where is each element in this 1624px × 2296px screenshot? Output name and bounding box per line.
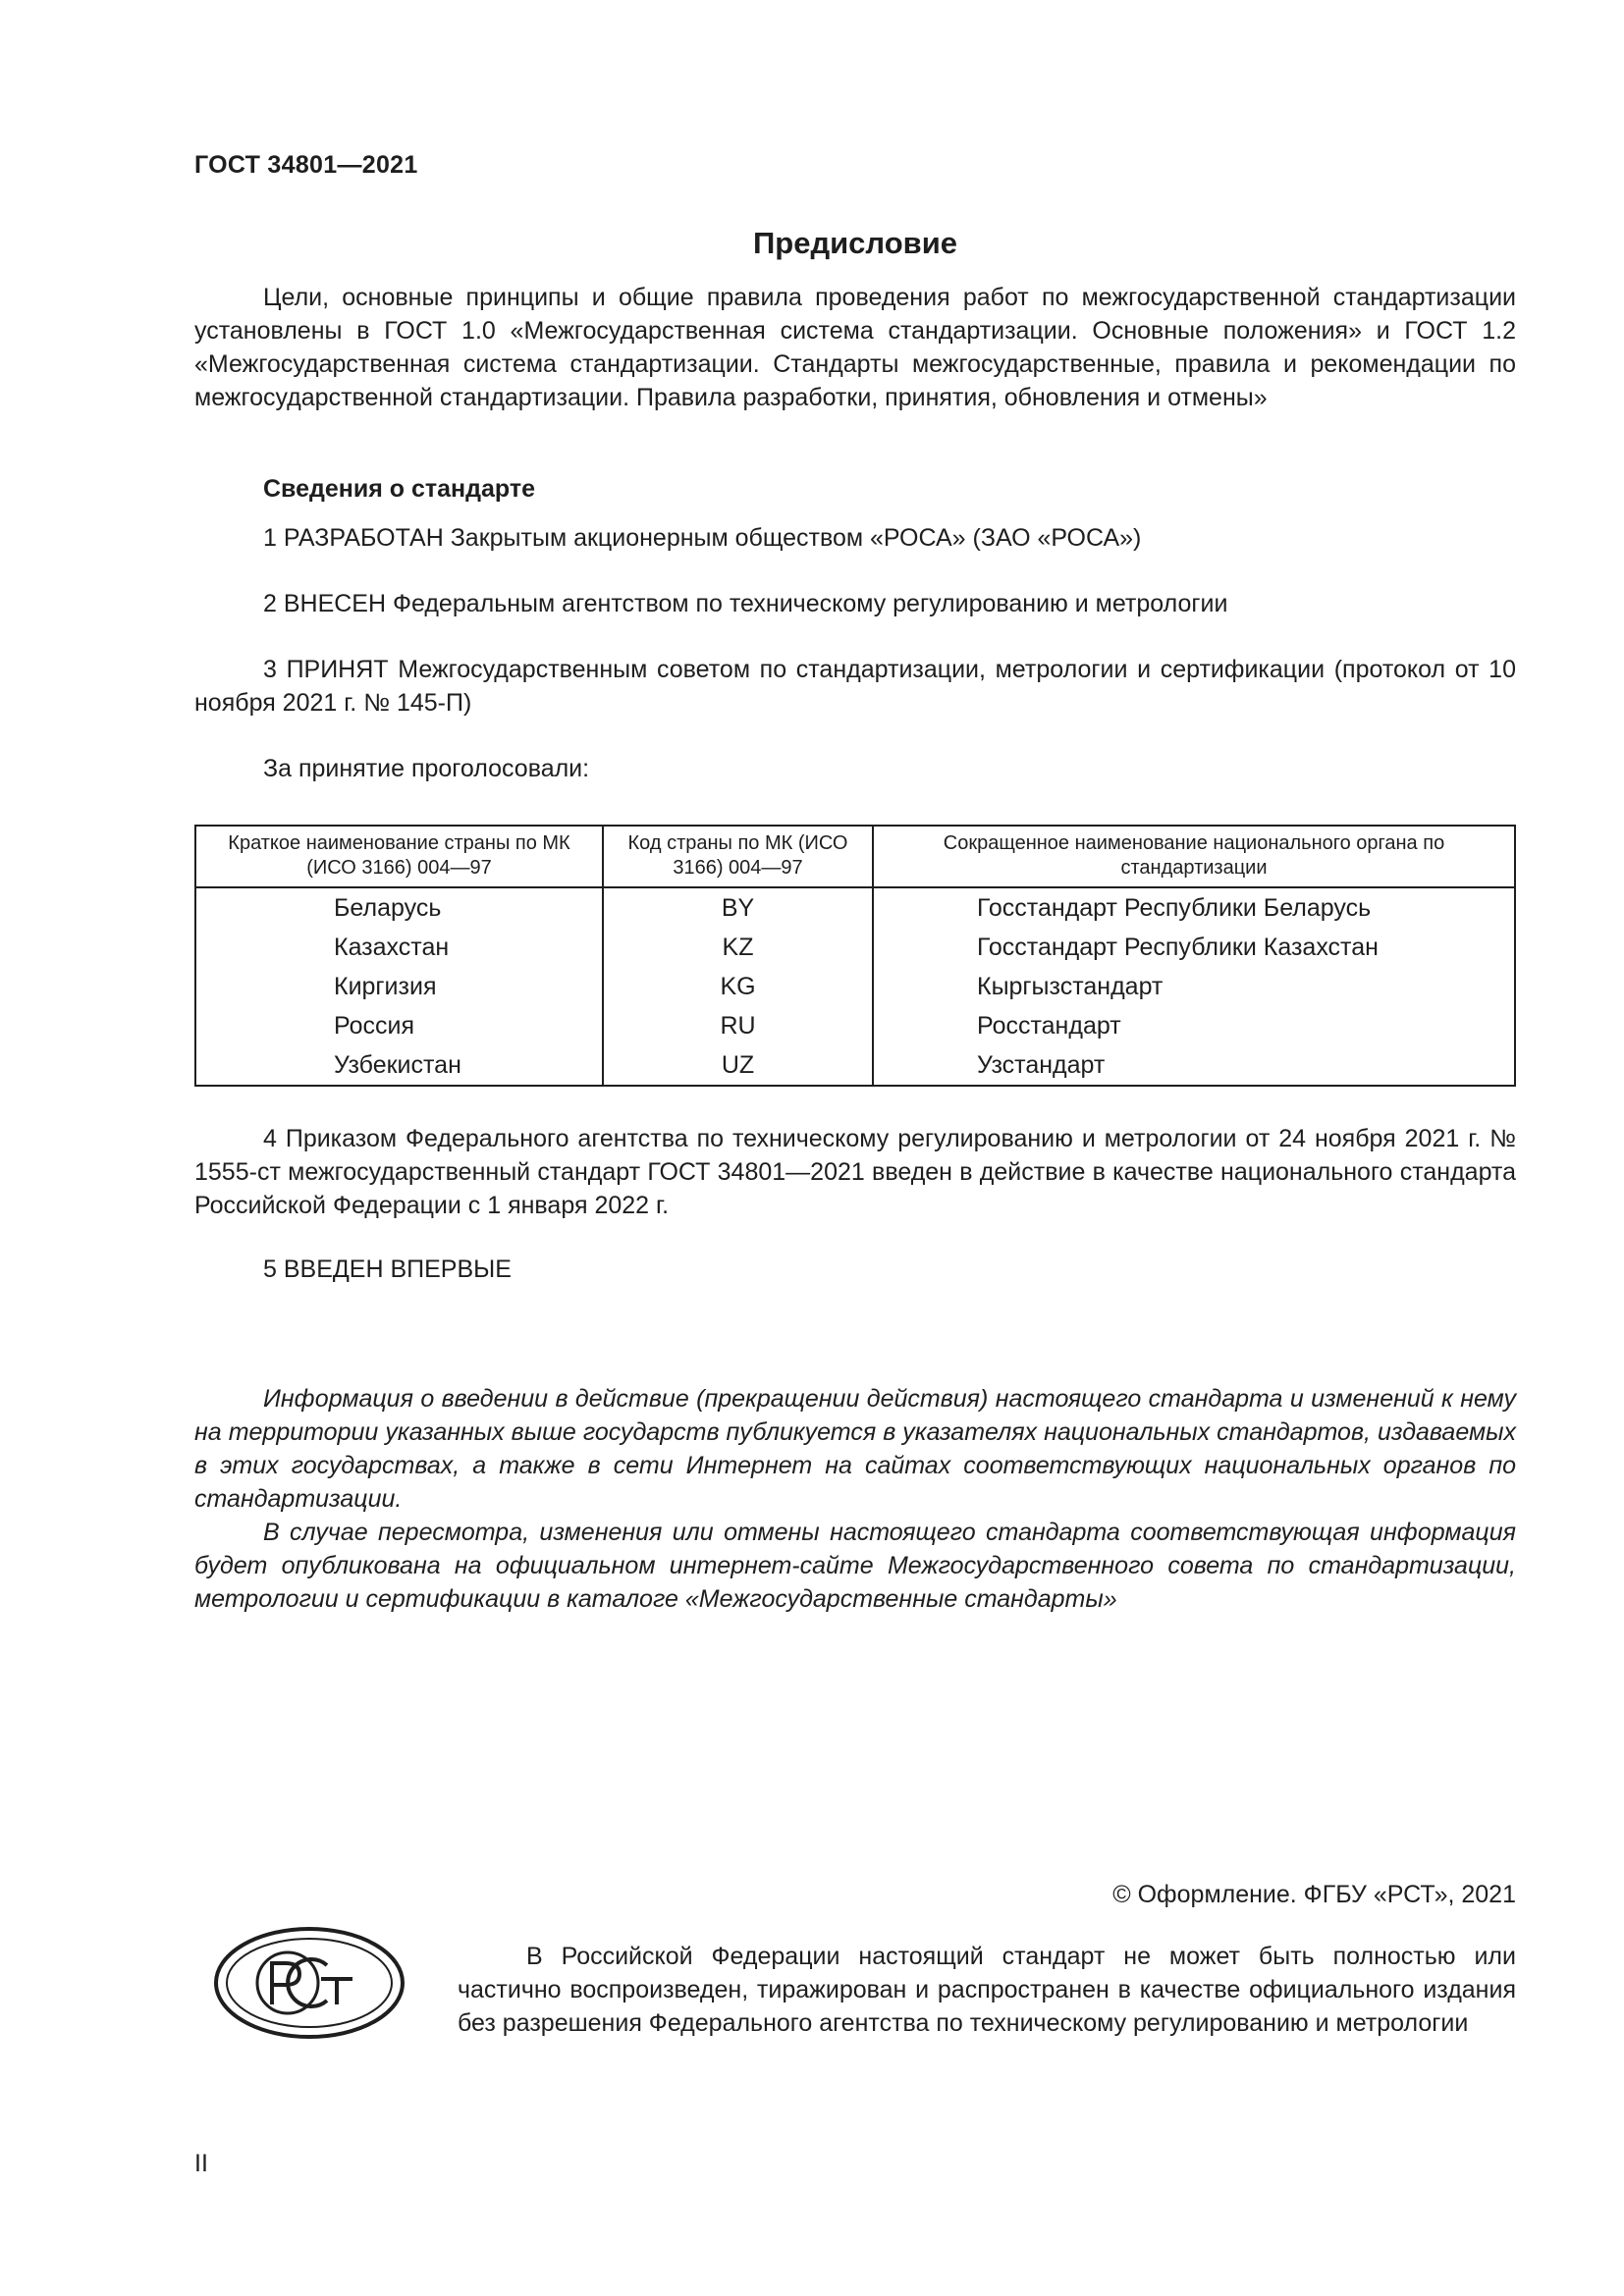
table-row	[195, 967, 1515, 1006]
pct-certification-mark-icon	[211, 1924, 407, 2042]
page-number: II	[194, 2150, 208, 2177]
country-name: Россия	[334, 1011, 414, 1040]
item-adopted-by: 3 ПРИНЯТ Межгосударственным советом по стандартизации, метрологии и сертификации (протокол от 10 ноября 2021 г. № 145-П)	[194, 656, 1516, 717]
notice-paragraph-info: Информация о введении в действие (прекращении действия) настоящего стандарта и изменений к нему на территории указанных выше государств публикуется в указателях национальных стандартов, издаваемых в этих государствах, а также в сети Интернет на сайтах соответствующих национальных органов по стандартизации.	[194, 1385, 1516, 1513]
foreword-intro: Цели, основные принципы и общие правила проведения работ по межгосударственной стандартизации установлены в ГОСТ 1.0 «Межгосударственная система стандартизации. Основные положения» и ГОСТ 1.2 «Межгосударственная система стандартизации. Стандарты межгосударственные, правила и рекомендации по межгосударственной стандартизации. Правила разработки, принятия, обновления и отмены»	[194, 284, 1516, 411]
national-body: Госстандарт Республики Беларусь	[873, 887, 1515, 928]
national-body: Росстандарт	[873, 1006, 1515, 1045]
country-code: KG	[603, 967, 873, 1006]
table-row	[195, 1045, 1515, 1086]
voting-countries-table	[194, 825, 1516, 1087]
item-first-introduced: 5 ВВЕДЕН ВПЕРВЫЕ	[263, 1255, 512, 1283]
national-body: Госстандарт Республики Казахстан	[873, 928, 1515, 967]
document-code-header: ГОСТ 34801—2021	[194, 151, 418, 179]
publication-notice	[194, 1382, 1516, 1616]
column-header-code: Код страны по МК (ИСО 3166) 004—97	[603, 826, 873, 887]
table-row	[195, 887, 1515, 928]
national-body: Узстандарт	[873, 1045, 1515, 1086]
table-header-row	[195, 826, 1515, 887]
notice-paragraph-revision: В случае пересмотра, изменения или отмены настоящего стандарта соответствующая информация будет опубликована на официальном интернет-сайте Межгосударственного совета по стандартизации, метрологии и сертификации в каталоге «Межгосударственные стандарты»	[194, 1519, 1516, 1613]
column-header-organization: Сокращенное наименование национального органа по стандартизации	[873, 826, 1515, 887]
country-code: UZ	[603, 1045, 873, 1086]
vote-label: За принятие проголосовали:	[263, 755, 590, 782]
country-code: KZ	[603, 928, 873, 967]
country-name: Беларусь	[334, 893, 442, 922]
country-code: RU	[603, 1006, 873, 1045]
item-developed-by: 1 РАЗРАБОТАН Закрытым акционерным обществом «РОСА» (ЗАО «РОСА»)	[263, 524, 1142, 552]
page-title: Предисловие	[752, 226, 957, 260]
reproduction-rights-notice: В Российской Федерации настоящий стандарт не может быть полностью или частично воспроизведен, тиражирован и распространен в качестве официального издания без разрешения Федерального агентства по техническому регулированию и метрологии	[458, 1943, 1516, 2037]
country-name: Узбекистан	[334, 1050, 461, 1079]
table-row	[195, 928, 1515, 967]
country-code: BY	[603, 887, 873, 928]
country-name: Казахстан	[334, 933, 450, 961]
copyright-line: © Оформление. ФГБУ «РСТ», 2021	[1112, 1881, 1516, 1908]
country-name: Киргизия	[334, 972, 437, 1000]
column-header-country: Краткое наименование страны по МК (ИСО 3166) 004—97	[195, 826, 603, 887]
national-body: Кыргызстандарт	[873, 967, 1515, 1006]
item-submitted-by: 2 ВНЕСЕН Федеральным агентством по техническому регулированию и метрологии	[263, 590, 1228, 617]
item-enacted-order: 4 Приказом Федерального агентства по техническому регулированию и метрологии от 24 ноября 2021 г. № 1555-ст межгосударственный стандарт ГОСТ 34801—2021 введен в действие в качестве национального стандарта Российской Федерации с 1 января 2022 г.	[194, 1125, 1516, 1219]
standard-info-heading: Сведения о стандарте	[263, 475, 536, 503]
table-row	[195, 1006, 1515, 1045]
